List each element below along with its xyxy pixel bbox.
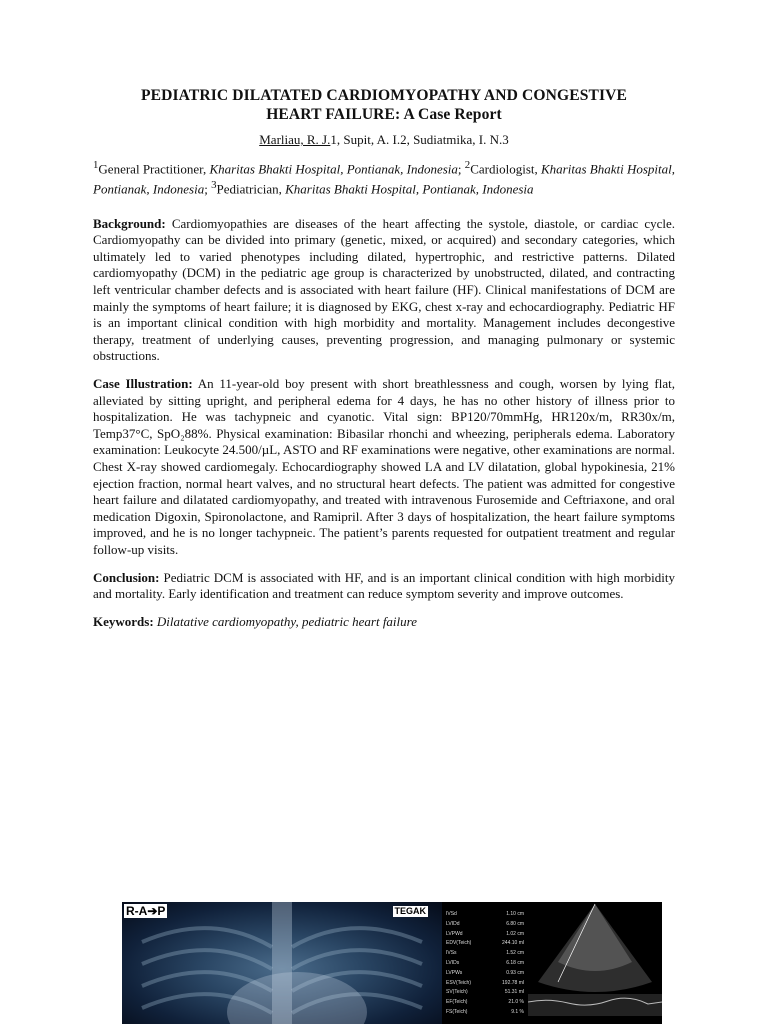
affil-sep-2: ; [204,181,212,197]
echo-measurement-row [446,959,524,969]
echo-measure-value: 21.0 % [508,999,524,1006]
echo-measure-value: 244.10 ml [502,940,524,947]
title-line-2: HEART FAILURE: A Case Report [266,106,502,123]
case-heading: Case Illustration: [93,376,193,391]
echo-measurement-row [446,910,524,920]
echo-measurement-row [446,949,524,959]
conclusion-section [93,570,675,603]
xray-position-tag: TEGAK [394,906,426,916]
affil-inst-2: Kharitas Bhakti Hospital, Pontianak, Indonesia [93,161,676,197]
echo-measurement-row [446,1008,524,1018]
echo-measure-value: 6.18 cm [506,959,524,966]
affil-sep-1: ; [457,161,465,177]
conclusion-heading: Conclusion: [93,569,160,585]
keywords-heading: Keywords: [93,613,154,629]
affil-role-2: Cardiologist, [470,161,542,177]
echo-measure-value: 6.80 cm [506,920,524,927]
background-section [93,216,675,365]
chest-xray-image [122,902,442,1024]
echo-measure-key: IVSs [446,950,457,957]
conclusion-text: Pediatric DCM is associated with HF, and is an important clinical condition with high morbidity and mortality. Early identification and treatment can reduce symptom severity and improve outcomes. [93,569,676,602]
echo-measure-key: IVSd [446,911,457,917]
echo-measurement-row [446,998,524,1008]
echo-measure-value: 1.10 cm [506,911,524,917]
echo-measurement-row [446,930,524,940]
author-list [93,132,675,148]
paper-page [93,86,675,641]
echo-measurement-row [446,939,524,949]
first-author: Marliau, R. J. [259,132,331,147]
echo-measurement-row [446,969,524,979]
echo-measure-value: 51.31 ml [504,989,524,996]
other-authors: , Supit, A. I.2, Sudiatmika, I. N.3 [336,132,509,147]
affil-role-3: Pediatrician, [216,181,286,197]
echo-measurement-row [446,979,524,989]
xray-ribs-graphic [122,902,442,1024]
echo-measure-value: 192.78 ml [502,979,524,986]
case-text: An 11-year-old boy present with short breathlessness and cough, worsen by lying flat, alleviated by sitting upright, and peripheral edema for 4 days, he has no other history of illness prior to hospitalization. He was tachypneic and cyanotic. Vital sign: BP120/70mmHg, HR120x/m, RR30x/m, Temp37°C, SpO₂88%. Physical examination: Bibasilar rhonchi and wheezing, peripherals edema. Laboratory examination: Leukocyte 24.500/µL, ASTO and RF examinations were negative, other examinations are normal. Chest X-ray showed cardiomegaly. Echocardiography showed LA and LV dilatation, global hypokinesia, 21% ejection fraction, normal heart valves, and no structural heart defects. The patient was admitted for congestive heart failure and dilatated cardiomyopathy, and treated with intravenous Furosemide and Ceftriaxone, and oral medication Digoxin, Spironolactone, and Ramipril. After 3 days of hospitalization, the heart failure symptoms improved, and he is no longer tachypneic. The patient’s parents requested for outpatient treatment and regular follow-up visits. [93,376,675,557]
background-heading: Background: [93,215,166,231]
echo-measurement-row [446,988,524,998]
echo-measure-key: LVPWs [446,969,463,976]
paper-title [93,86,675,124]
echo-measure-key: ESV(Teich) [446,979,472,986]
keywords-text: Dilatative cardiomyopathy, pediatric heart failure [156,613,417,629]
first-author-affil: 1 [330,132,337,147]
affil-sup-1: 1 [93,159,99,171]
affil-sup-3: 3 [211,179,217,192]
echo-measurements [446,910,524,1018]
echo-measure-value: 9.1 % [511,1008,524,1015]
affil-sup-2: 2 [464,159,471,171]
echo-sector-graphic [528,902,662,1024]
echo-measure-key: EF(Teich) [446,999,468,1006]
background-text: Cardiomyopathies are diseases of the heart affecting the systole, diastole, or cardiac cycle. Cardiomyopathy can be divided into primary (genetic, mixed, or acquired) and secondary categories, which ultimately led to varied phenotypes including dilated, hypertrophic, and restrictive patterns. Dilated cardiomyopathy (DCM) in the pediatric age group is characterized by unobstructed, dilated, and contracting left ventricular chamber defects and is associated with heart failure (HF). Clinical manifestations of DCM are mainly the symptoms of heart failure; it is diagnosed by EKG, chest x-ray and echocardiography. Pediatric HF is an important clinical condition with high morbidity and mortality. Management includes decongestive therapy, treatment of underlying causes, preventing progression, and managing pulmonary or systemic obstructions. [93,215,676,364]
echo-measure-value: 1.52 cm [506,950,524,957]
echo-measurement-row [446,920,524,930]
echocardiography-image [442,902,662,1024]
echo-measure-key: EDV(Teich) [446,940,472,947]
title-line-1: PEDIATRIC DILATATED CARDIOMYOPATHY AND CONGESTIVE [140,87,628,104]
figure-strip [122,902,662,1024]
affil-inst-3: Kharitas Bhakti Hospital, Pontianak, Indonesia [285,181,534,197]
echo-measure-value: 1.02 cm [506,930,524,937]
echo-measure-key: FS(Teich) [446,1008,468,1015]
echo-measure-value: 0.93 cm [506,969,524,976]
keywords-section [93,614,675,631]
echo-measure-key: SV(Teich) [446,989,468,996]
echo-measure-key: LVPWd [446,930,463,937]
affiliations [93,157,675,198]
xray-orientation-label: R-A➔P [126,904,166,918]
case-section [93,376,675,559]
affil-role-1: General Practitioner, [98,161,210,177]
echo-measure-key: LVIDd [446,920,460,927]
affil-inst-1: Kharitas Bhakti Hospital, Pontianak, Indonesia [209,161,458,177]
echo-measure-key: LVIDs [446,959,460,966]
